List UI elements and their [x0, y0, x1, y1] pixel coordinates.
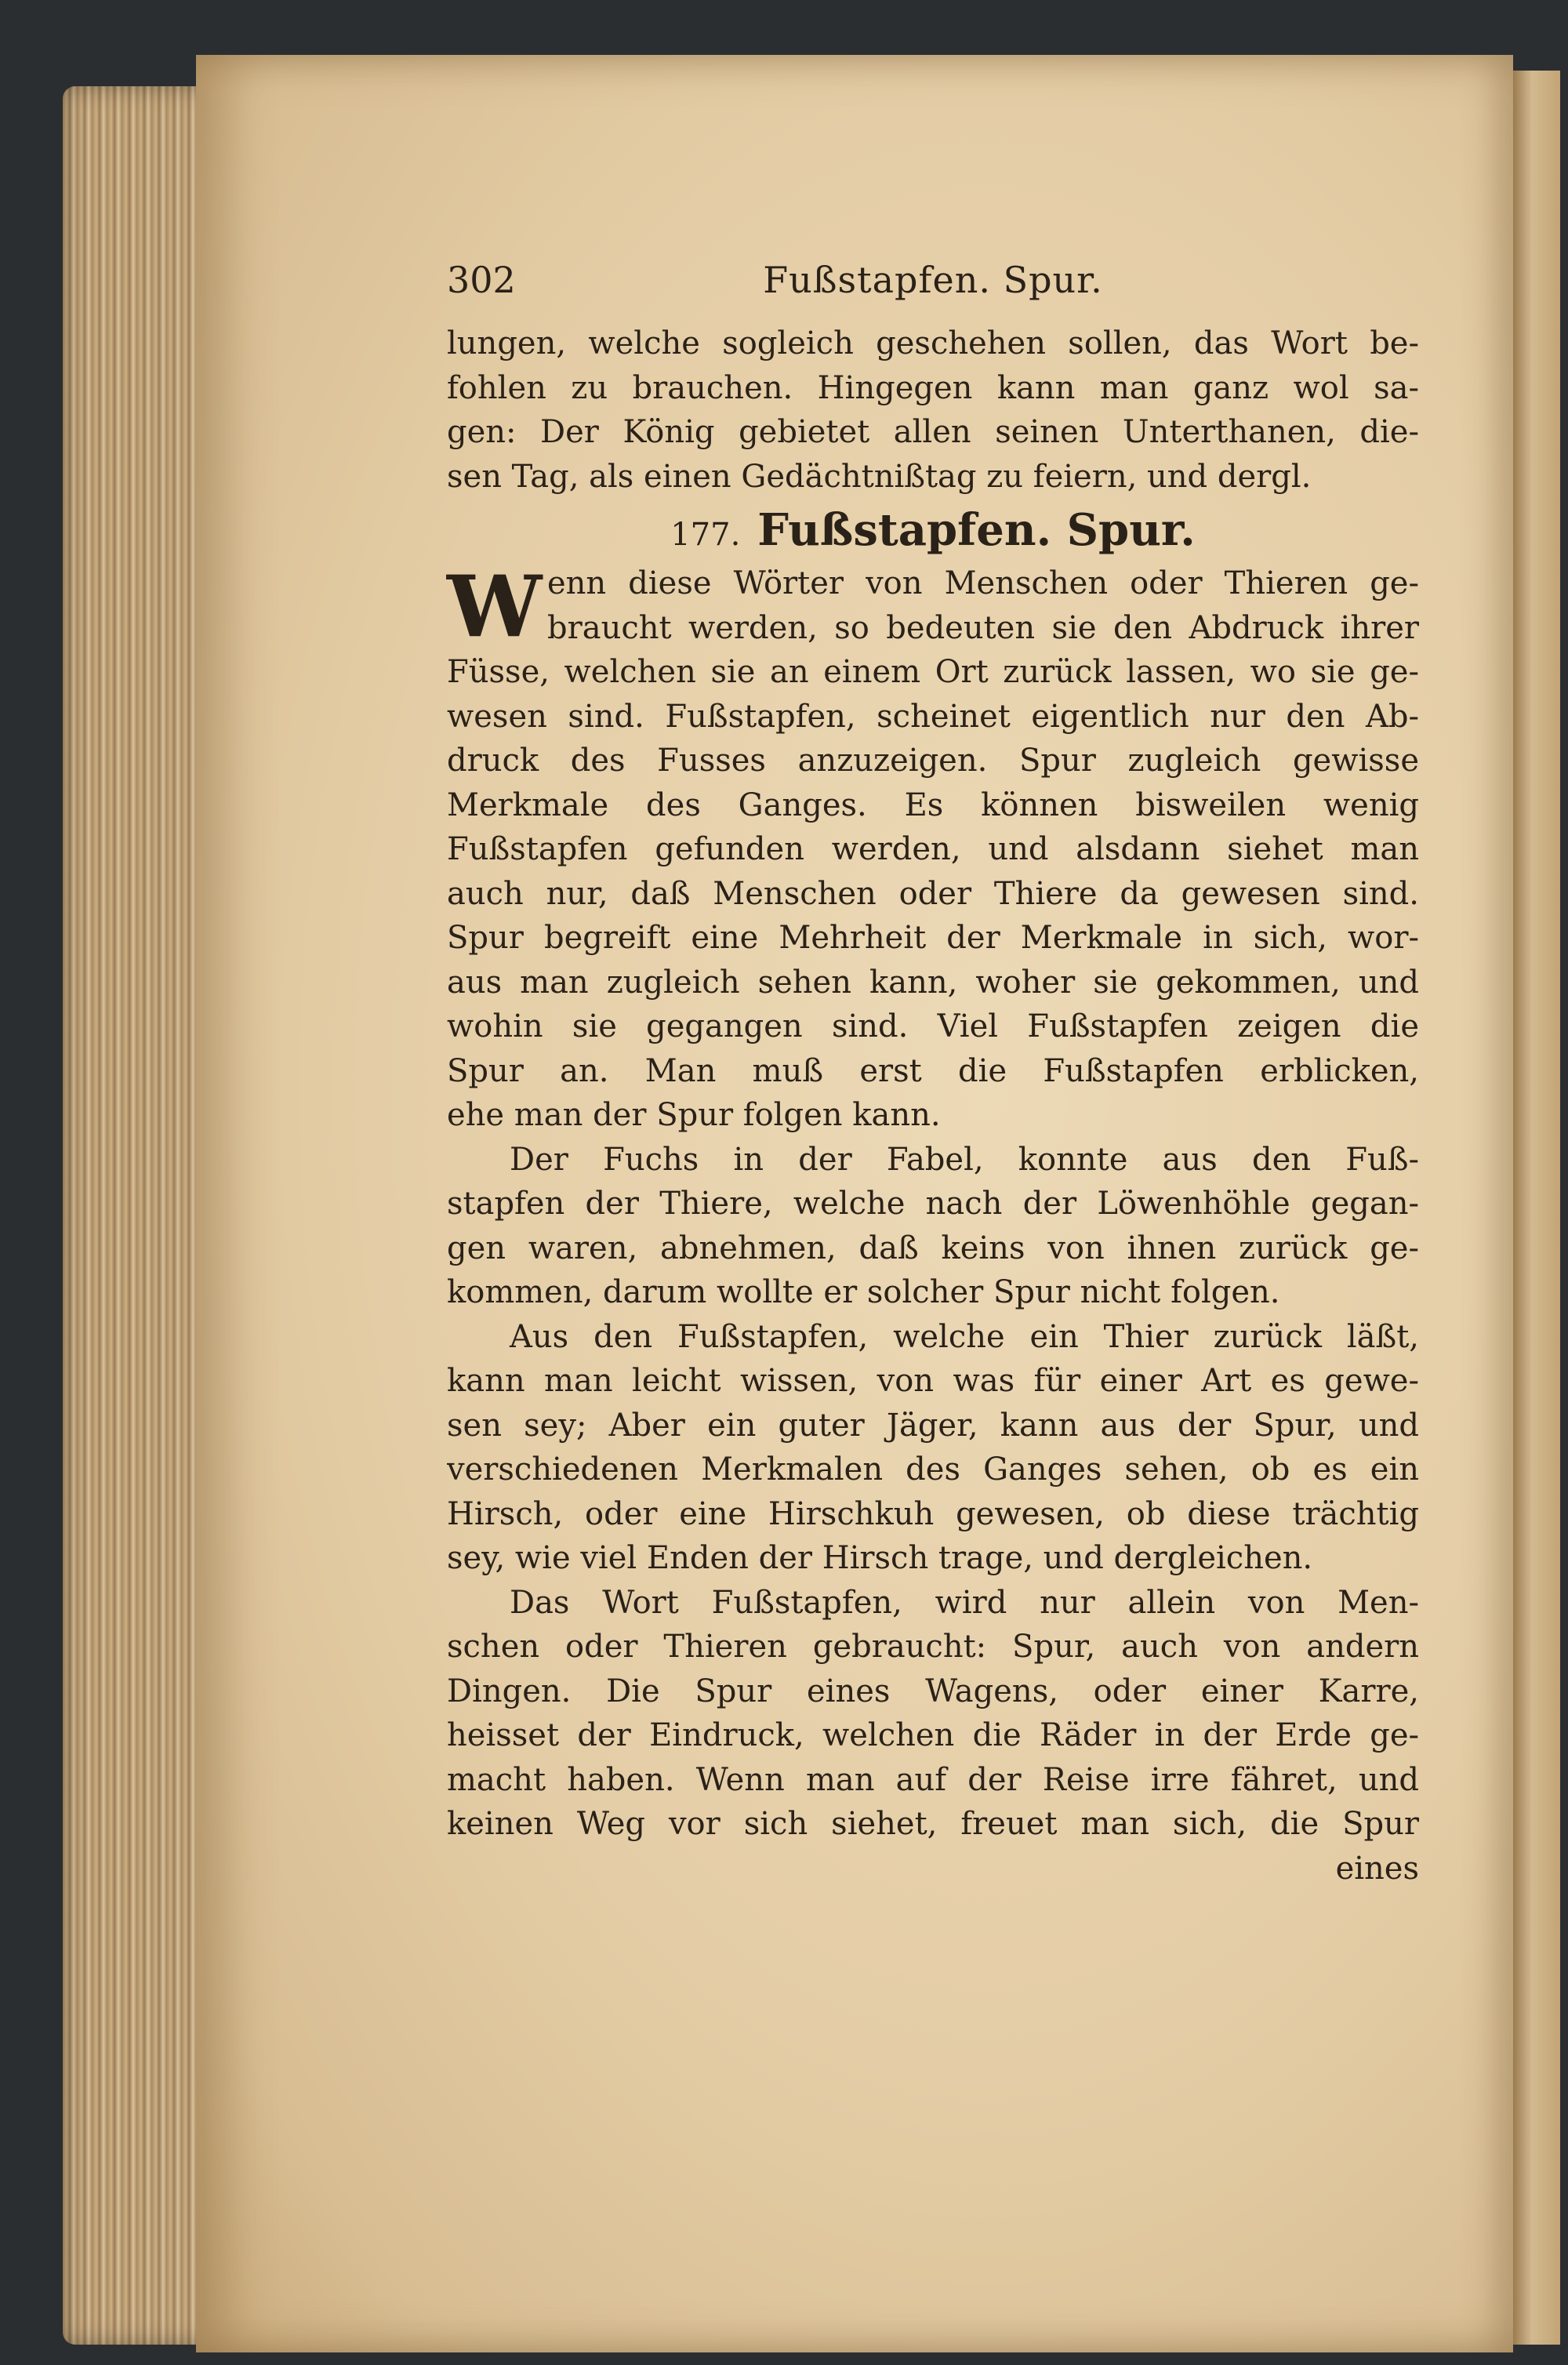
- text-line: wesen sind. Fußstapfen, scheinet eigentlich nur den Ab-: [447, 698, 1419, 735]
- text-line: Dingen. Die Spur eines Wagens, oder einer Karre,: [447, 1673, 1419, 1709]
- text-line: ehe man der Spur folgen kann.: [447, 1097, 941, 1133]
- text-line: kommen, darum wollte er solcher Spur nicht folgen.: [447, 1274, 1280, 1310]
- intro-paragraph: [447, 322, 1419, 499]
- text-line: sen sey; Aber ein guter Jäger, kann aus der Spur, und: [447, 1407, 1419, 1444]
- text-line: gen waren, abnehmen, daß keins von ihnen zurück ge-: [447, 1230, 1419, 1266]
- text-line: aus man zugleich sehen kann, woher sie gekommen, und: [447, 964, 1419, 1001]
- text-line: schen oder Thieren gebraucht: Spur, auch von andern: [447, 1629, 1419, 1665]
- text-line: braucht werden, so bedeuten sie den Abdruck ihrer: [547, 609, 1419, 646]
- text-line: kann man leicht wissen, von was für einer Art es gewe-: [447, 1363, 1419, 1399]
- paragraph: [447, 1138, 1419, 1315]
- text-line: verschiedenen Merkmalen des Ganges sehen, ob es ein: [447, 1451, 1419, 1488]
- text-line: Füsse, welchen sie an einem Ort zurück lassen, wo sie ge-: [447, 654, 1419, 690]
- paragraph: [447, 1581, 1419, 1847]
- catchword: eines: [1335, 1850, 1419, 1887]
- text-line: gen: Der König gebietet allen seinen Unterthanen, die-: [447, 414, 1419, 450]
- paragraph: [447, 558, 1419, 1138]
- text-line: heisset der Eindruck, welchen die Räder in der Erde ge-: [447, 1717, 1419, 1753]
- page-number: 302: [447, 259, 516, 301]
- running-head: Fußstapfen. Spur.: [763, 259, 1103, 301]
- text-line: wohin sie gegangen sind. Viel Fußstapfen zeigen die: [447, 1008, 1419, 1044]
- text-line: auch nur, daß Menschen oder Thiere da gewesen sind.: [447, 875, 1419, 912]
- text-line: Spur begreift eine Mehrheit der Merkmale in sich, wor-: [447, 920, 1419, 956]
- text-line: sen Tag, als einen Gedächtnißtag zu feiern, und dergl.: [447, 458, 1312, 495]
- text-line: Das Wort Fußstapfen, wird nur allein von Men-: [510, 1584, 1419, 1621]
- text-line: Hirsch, oder eine Hirschkuh gewesen, ob diese trächtig: [447, 1495, 1419, 1532]
- text-line: macht haben. Wenn man auf der Reise irre fähret, und: [447, 1761, 1419, 1798]
- page-text: [447, 259, 1419, 1891]
- text-line: lungen, welche sogleich geschehen sollen, das Wort be-: [447, 325, 1419, 361]
- section-number: 177.: [670, 517, 741, 553]
- facing-page-edge: [1513, 71, 1560, 2345]
- text-line: sey, wie viel Enden der Hirsch trage, und dergleichen.: [447, 1540, 1313, 1576]
- section-body: [447, 558, 1419, 1847]
- text-line: Der Fuchs in der Fabel, konnte aus den Fuß-: [510, 1141, 1419, 1178]
- text-line: Aus den Fußstapfen, welche ein Thier zurück läßt,: [510, 1318, 1419, 1355]
- section-heading: [447, 499, 1419, 561]
- drop-cap: W: [447, 558, 543, 656]
- text-line: Fußstapfen gefunden werden, und alsdann siehet man: [447, 831, 1419, 867]
- text-line: enn diese Wörter von Menschen oder Thieren ge-: [547, 565, 1419, 601]
- text-line: druck des Fusses anzuzeigen. Spur zugleich gewisse: [447, 743, 1419, 779]
- text-line: stapfen der Thiere, welche nach der Löwenhöhle gegan-: [447, 1186, 1419, 1222]
- page-header: [447, 259, 1419, 322]
- paragraph: [447, 1315, 1419, 1581]
- text-line: keinen Weg vor sich siehet, freuet man sich, die Spur: [447, 1806, 1419, 1842]
- section-title: Fußstapfen. Spur.: [757, 504, 1196, 556]
- text-line: fohlen zu brauchen. Hingegen kann man ganz wol sa-: [447, 369, 1419, 406]
- text-line: Spur an. Man muß erst die Fußstapfen erblicken,: [447, 1052, 1419, 1089]
- text-line: Merkmale des Ganges. Es können bisweilen wenig: [447, 787, 1419, 823]
